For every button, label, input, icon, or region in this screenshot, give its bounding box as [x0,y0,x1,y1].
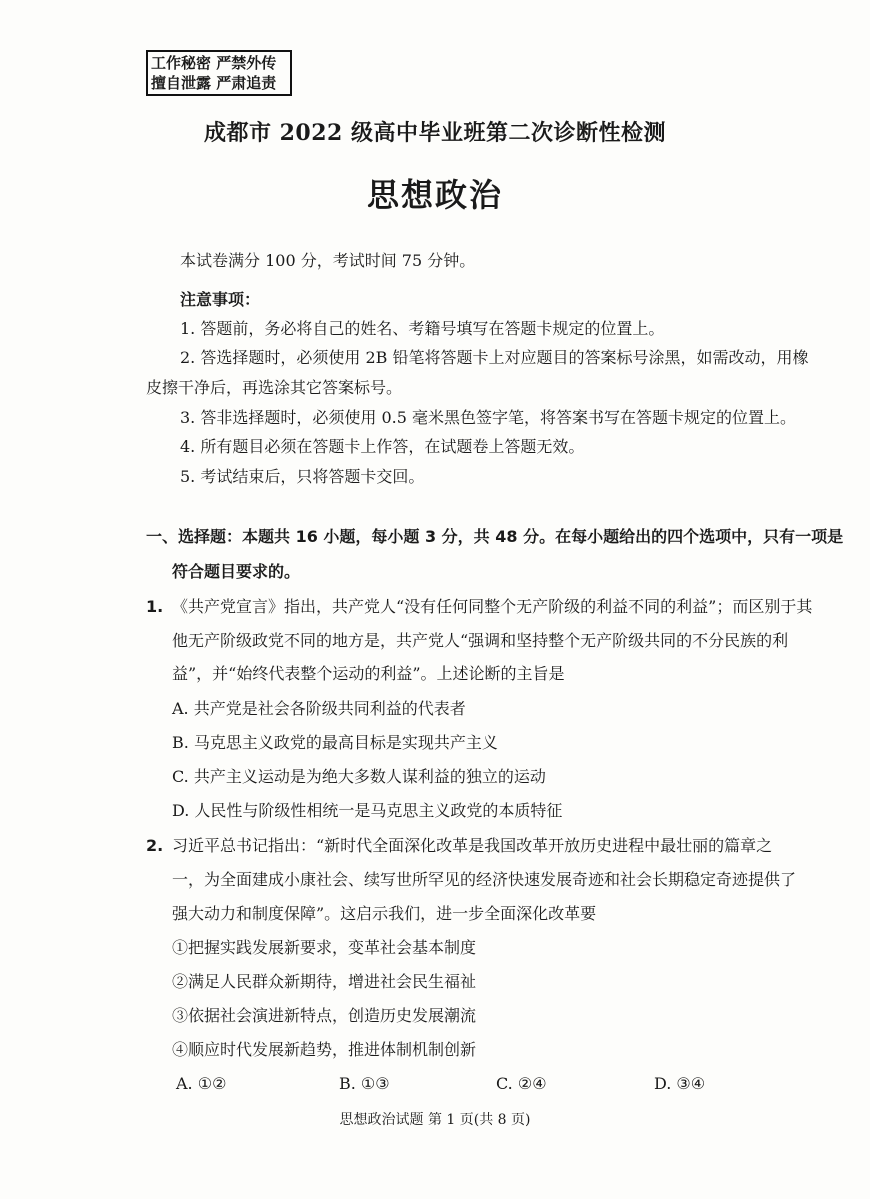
option-a: A. ①② [176,1074,227,1093]
option-d: D. 人民性与阶级性相统一是马克思主义政党的本质特征 [172,801,563,820]
page-footer: 思想政治试题 第 1 页(共 8 页) [339,1112,531,1128]
notice-item: 1. 答题前，务必将自己的姓名、考籍号填写在答题卡规定的位置上。 [180,319,665,338]
question-stem: 他无产阶级政党不同的地方是，共产党人“强调和坚持整个无产阶级共同的不分民族的利 [172,631,789,650]
question-number: 2. [146,836,164,855]
question-stem: 强大动力和制度保障”。这启示我们，进一步全面深化改革要 [172,904,597,923]
question-number: 1. [146,597,164,616]
statement: ④顺应时代发展新趋势，推进体制机制创新 [172,1040,477,1059]
option-c: C. ②④ [496,1074,547,1093]
question-stem: 一，为全面建成小康社会、续写世所罕见的经济快速发展奇迹和社会长期稳定奇迹提供了 [172,870,797,889]
option-a: A. 共产党是社会各阶级共同利益的代表者 [172,699,466,718]
notice-item: 皮擦干净后，再选涂其它答案标号。 [146,378,403,397]
option-d: D. ③④ [654,1074,706,1093]
secret-line-1: 工作秘密 严禁外传 [151,54,277,72]
exam-title: 成都市 2022 级高中毕业班第二次诊断性检测 [203,120,667,146]
subject-title: 思想政治 [366,176,503,214]
intro-text: 本试卷满分 100 分，考试时间 75 分钟。 [180,251,476,270]
statement: ②满足人民群众新期待，增进社会民生福祉 [172,972,477,991]
secret-line-2: 擅自泄露 严肃追责 [151,74,277,92]
question-stem: 习近平总书记指出：“新时代全面深化改革是我国改革开放历史进程中最壮丽的篇章之 [172,836,773,855]
notice-title: 注意事项： [180,290,261,309]
notice-item: 3. 答非选择题时，必须使用 0.5 毫米黑色签字笔，将答案书写在答题卡规定的位置上。 [180,408,796,427]
notice-item: 4. 所有题目必须在答题卡上作答，在试题卷上答题无效。 [180,437,585,456]
option-c: C. 共产主义运动是为绝大多数人谋利益的独立的运动 [172,767,546,786]
statement: ③依据社会演进新特点，创造历史发展潮流 [172,1006,477,1025]
confidential-stamp [146,50,292,96]
statement: ①把握实践发展新要求，变革社会基本制度 [172,938,477,957]
notice-item: 2. 答选择题时，必须使用 2B 铅笔将答题卡上对应题目的答案标号涂黑，如需改动，用橡 [180,348,809,367]
section-heading: 一、选择题：本题共 16 小题，每小题 3 分，共 48 分。在每小题给出的四个选项中，只有一项是 [146,527,844,546]
option-b: B. 马克思主义政党的最高目标是实现共产主义 [172,733,498,752]
option-b: B. ①③ [339,1074,390,1093]
question-stem: 益”，并“始终代表整个运动的利益”。上述论断的主旨是 [172,664,565,683]
question-stem: 《共产党宣言》指出，共产党人“没有任何同整个无产阶级的利益不同的利益”；而区别于其 [172,597,813,616]
section-heading-cont: 符合题目要求的。 [172,562,301,581]
notice-item: 5. 考试结束后，只将答题卡交回。 [180,467,425,486]
